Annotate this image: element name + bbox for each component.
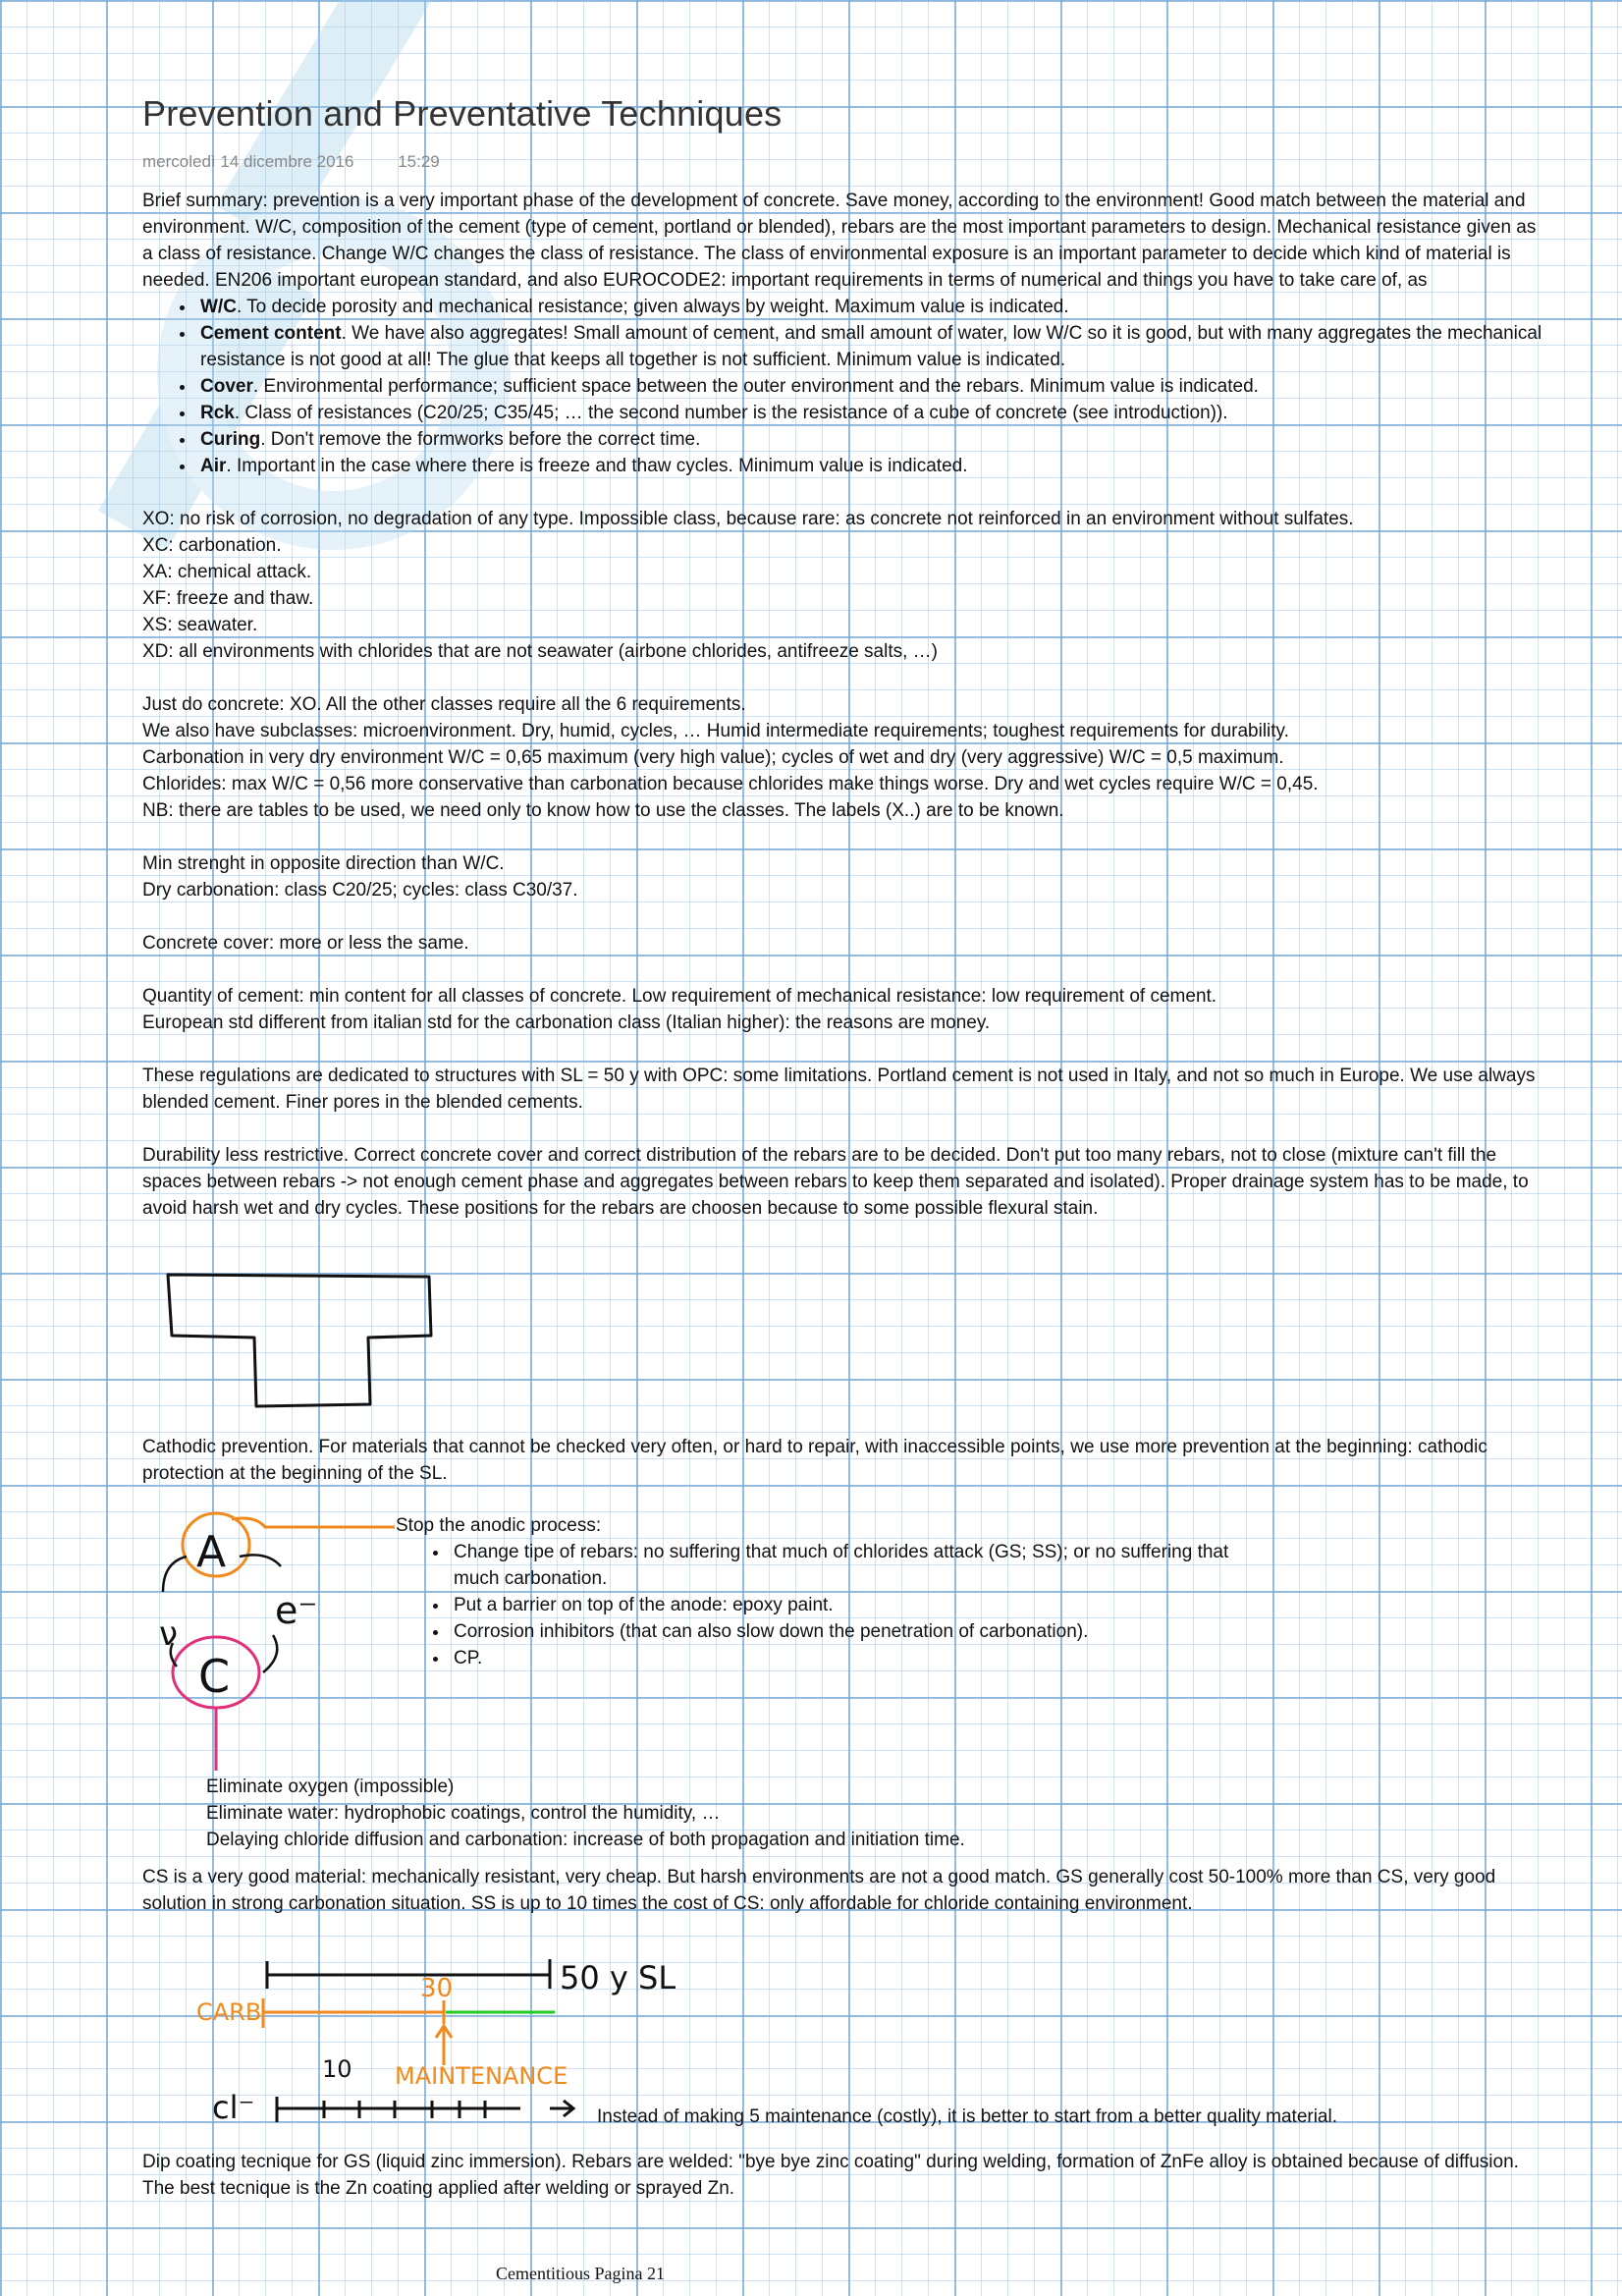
class-line: XC: carbonation.: [142, 535, 282, 556]
anode-arc-left: [163, 1557, 187, 1592]
requirement-term: W/C: [200, 297, 237, 317]
anodic-list: [396, 1539, 1338, 1671]
anodic-item: • Put a barrier on top of the anode: epoxy paint.: [450, 1592, 1338, 1618]
electron-label: e⁻: [275, 1589, 318, 1632]
text-line: Dry carbonation: class C20/25; cycles: class C30/37.: [142, 880, 578, 901]
cl-arrow-head: [550, 2101, 573, 2116]
intro-paragraph: Brief summary: prevention is a very important phase of the development of concrete. Save money, according to the environment! Good match between the material and environment. W/C, composition of the cement (type of cement, portland or blended), rebars are the most important parameters to design. Mechanical resistance given as a class of resistance. Change W/C changes the class of resistance. The class of environmental exposure is an important parameter to decide which kind of material is needed. EN206 important european standard, and also EUROCODE2: important requirements in terms of numerical and things you have to take care of, as: [142, 191, 1537, 291]
requirement-text: . Important in the case where there is freeze and thaw cycles. Minimum value is indicated.: [226, 456, 968, 476]
anodic-item: • CP.: [450, 1645, 1338, 1671]
cs-paragraph: CS is a very good material: mechanically resistant, very cheap. But harsh environments are not a good match. GS generally cost 50-100% more than CS, very good solution in strong carbonation situation. SS is up to 10 times the cost of CS: only affordable for chloride containing environment.: [142, 1867, 1496, 1914]
text-line: Chlorides: max W/C = 0,56 more conservative than carbonation because chlorides make things worse. Dry and wet cycles require W/C = 0,45.: [142, 774, 1319, 794]
cathode-note: Delaying chloride diffusion and carbonation: increase of both propagation and initiation time.: [206, 1830, 965, 1850]
requirement-item: [196, 294, 1546, 320]
requirement-text: . Class of resistances (C20/25; C35/45; … the second number is the resistance of a cube of concrete (see introduction)).: [234, 403, 1228, 423]
cathode-note: Eliminate oxygen (impossible): [206, 1777, 455, 1797]
anodic-block: [396, 1512, 1338, 1671]
requirements-list: [142, 294, 1546, 479]
anodic-heading: Stop the anodic process:: [396, 1515, 602, 1536]
requirement-item: [196, 373, 1546, 400]
maintenance-label: MAINTENANCE: [395, 2062, 568, 2090]
text-line: We also have subclasses: microenvironment. Dry, humid, cycles, … Humid intermediate requirements; toughest requirements for durability.: [142, 721, 1289, 741]
timeline-note-block: [597, 2104, 1559, 2130]
maintenance-arrow: [436, 2026, 452, 2065]
requirement-text: . To decide porosity and mechanical resistance; given always by weight. Maximum value is indicated.: [236, 297, 1069, 317]
requirement-item: [196, 400, 1546, 426]
requirement-text: . Environmental performance; sufficient space between the outer environment and the rebars. Minimum value is indicated.: [252, 376, 1259, 397]
text-line: Just do concrete: XO. All the other classes require all the 6 requirements.: [142, 694, 746, 715]
requirement-item: [196, 320, 1546, 373]
durability-paragraph: Durability less restrictive. Correct concrete cover and correct distribution of the rebars are to be decided. Don't put too many rebars, not to close (mixture can't fill the spaces between rebars -> not enough cement phase and aggregates between rebars to keep them separated and isolated). Proper drainage system has to be made, to avoid harsh wet and dry cycles. These positions for the rebars are choosen because to some possible flexural stain.: [142, 1145, 1529, 1219]
text-line: Concrete cover: more or less the same.: [142, 933, 469, 954]
cathode-notes: [206, 1774, 1483, 1853]
cathodic-paragraph: Cathodic prevention. For materials that cannot be checked very often, or hard to repair, with inaccessible points, we use more prevention at the beginning: cathodic protection at the beginning of the SL.: [142, 1437, 1487, 1484]
page-date: mercoledì 14 dicembre 2016: [142, 152, 354, 171]
requirement-term: Cover: [200, 376, 253, 397]
anode-leader-line: [232, 1518, 395, 1527]
cathode-label: C: [198, 1650, 231, 1703]
carb-label: CARB: [196, 1998, 262, 2026]
timeline-note: Instead of making 5 maintenance (costly), it is better to start from a better quality material.: [597, 2106, 1337, 2127]
requirement-text: . Don't remove the formworks before the correct time.: [260, 429, 701, 450]
cathode-arc-right: [263, 1635, 277, 1672]
dip-section: [142, 2149, 1546, 2202]
requirement-item: [196, 453, 1546, 479]
anodic-item: • Change tipe of rebars: no suffering that much of chlorides attack (GS; SS); or no suffering that much carbonation.: [450, 1539, 1269, 1592]
sl-label: 50 y SL: [560, 1959, 676, 1996]
requirement-term: Rck: [200, 403, 235, 423]
requirement-term: Curing: [200, 429, 261, 450]
anode-label: A: [196, 1527, 227, 1577]
text-line: European std different from italian std for the carbonation class (Italian higher): the reasons are money.: [142, 1012, 991, 1033]
requirement-term: Cement content: [200, 323, 342, 344]
cathode-note: Eliminate water: hydrophobic coatings, control the humidity, …: [206, 1803, 721, 1824]
cl-label: cl⁻: [212, 2089, 255, 2126]
page-footer: Cementitious Pagina 21: [496, 2264, 665, 2283]
ten-label: 10: [322, 2055, 352, 2083]
thirty-label: 30: [420, 1974, 454, 2003]
cathodic-section: [142, 1434, 1546, 1487]
note-page: [142, 93, 1546, 1222]
regulations-paragraph: These regulations are dedicated to structures with SL = 50 y with OPC: some limitations. Portland cement is not used in Italy, and not so much in Europe. We use always blended cement. Finer pores in the blended cements.: [142, 1066, 1536, 1113]
class-line: XS: seawater.: [142, 615, 258, 635]
text-line: NB: there are tables to be used, we need only to know how to use the classes. The labels (X..) are to be known.: [142, 800, 1064, 821]
text-line: Min strenght in opposite direction than W/C.: [142, 853, 505, 874]
t-beam-outline: [168, 1275, 431, 1406]
cs-section: [142, 1864, 1546, 1917]
page-time: 15:29: [398, 152, 440, 171]
anodic-item: • Corrosion inhibitors (that can also slow down the penetration of carbonation).: [450, 1618, 1338, 1645]
requirement-item: [196, 426, 1546, 453]
page-title: Prevention and Preventative Techniques: [142, 93, 783, 134]
ion-label: ν: [159, 1614, 178, 1654]
class-line: XF: freeze and thaw.: [142, 588, 314, 609]
class-line: XD: all environments with chlorides that are not seawater (airbone chlorides, antifreeze salts, …): [142, 641, 938, 662]
text-line: Carbonation in very dry environment W/C = 0,65 maximum (very high value); cycles of wet and dry (very aggressive) W/C = 0,5 maximum.: [142, 747, 1284, 768]
requirement-text: . We have also aggregates! Small amount of cement, and small amount of water, low W/C so it is good, but with many aggregates the mechanical resistance is not good at all! The glue that keeps all together is not sufficient. Minimum value is indicated.: [200, 323, 1542, 370]
dip-paragraph: Dip coating tecnique for GS (liquid zinc immersion). Rebars are welded: "bye bye zinc coating" during welding, formation of ZnFe alloy is obtained because of diffusion. The best tecnique is the Zn coating applied after welding or sprayed Zn.: [142, 2152, 1519, 2199]
text-line: Quantity of cement: min content for all classes of concrete. Low requirement of mechanical resistance: low requirement of cement.: [142, 986, 1217, 1007]
requirement-term: Air: [200, 456, 227, 476]
class-line: XO: no risk of corrosion, no degradation of any type. Impossible class, because rare: as concrete not reinforced in an environment without sulfates.: [142, 509, 1354, 529]
page-meta: [142, 152, 1546, 172]
t-beam-sketch: [162, 1267, 447, 1424]
class-line: XA: chemical attack.: [142, 562, 312, 582]
